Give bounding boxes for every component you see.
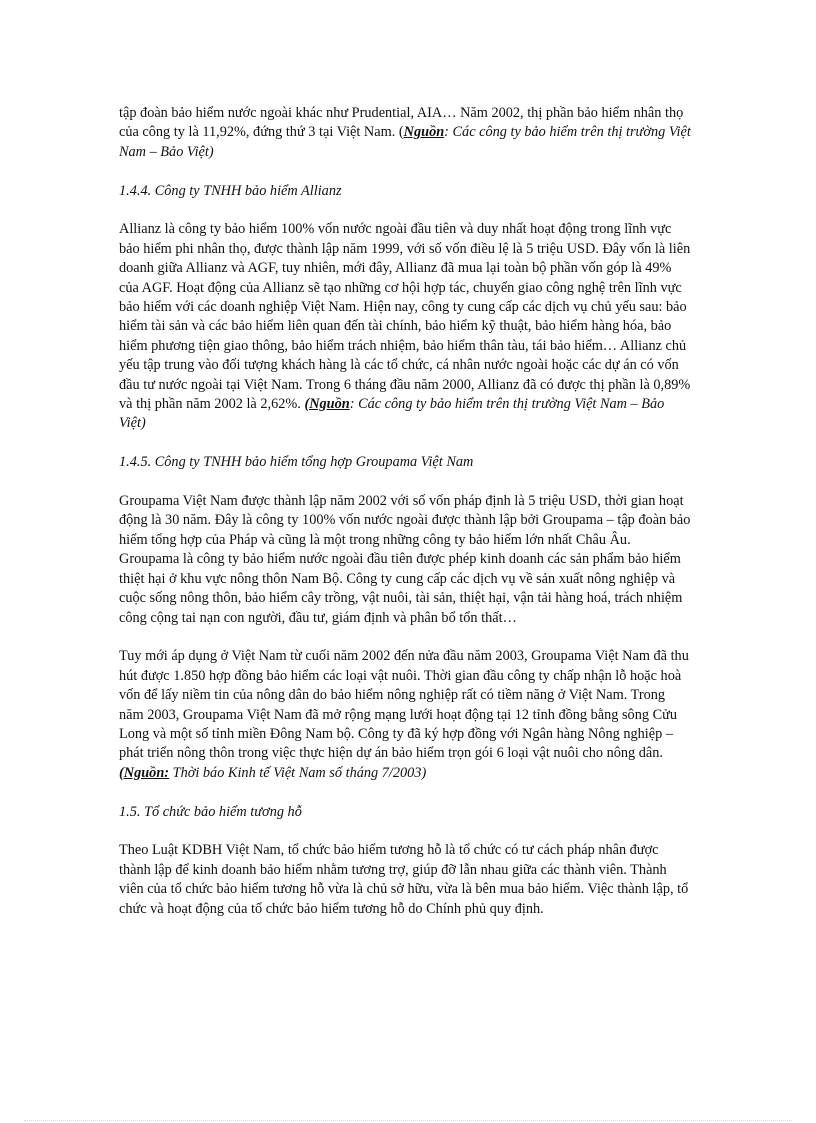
source-text: Thời báo Kinh tế Việt Nam số tháng 7/2003) <box>169 764 427 781</box>
page-bottom-divider <box>24 1120 792 1121</box>
allianz-text: Allianz là công ty bảo hiểm 100% vốn nước ngoài đầu tiên và duy nhất hoạt động trong lĩnh vực bảo hiểm phi nhân thọ, được thành lập năm 1999, với số vốn điều lệ là 5 triệu USD. Đây vốn là liên doanh giữa Allianz và AGF, tuy nhiên, mới đây, Allianz đã mua lại toàn bộ phần vốn góp là 49% của AGF. Hoạt động của Allianz sẽ tạo những cơ hội hợp tác, chuyển giao công nghệ trên lĩnh vực bảo hiểm với các doanh nghiệp Việt Nam. Hiện nay, công ty cung cấp các dịch vụ chủ yếu sau: bảo hiểm tài sản và các bảo hiểm liên quan đến tài chính, bảo hiểm kỹ thuật, bảo hiểm hàng hóa, bảo hiểm phương tiện giao thông, bảo hiểm trách nhiệm, bảo hiểm thân tàu, tái bảo hiểm… Allianz chủ yếu tập trung vào đối tượng khách hàng là các tổ chức, cá nhân nước ngoài hoặc các dự án có vốn đầu tư nước ngoài tại Việt Nam. Trong 6 tháng đầu năm 2000, Allianz đã có được thị phần là 0,89% và thị phần năm 2002 là 2,62%. <box>119 221 691 413</box>
groupama-paragraph-2 <box>119 647 691 783</box>
heading-allianz: 1.4.4. Công ty TNHH bảo hiểm Allianz <box>119 182 342 199</box>
heading-groupama: 1.4.5. Công ty TNHH bảo hiểm tổng hợp Groupama Việt Nam <box>119 454 474 471</box>
groupama-text: Tuy mới áp dụng ở Việt Nam từ cuối năm 2002 đến nửa đầu năm 2003, Groupama Việt Nam đã thu hút được 1.850 hợp đồng bảo hiểm các loại vật nuôi. Thời gian đầu công ty chấp nhận lỗ hoặc hoà vốn để lấy niềm tin của nông dân do bảo hiểm nông nghiệp rất có tiềm năng ở Việt Nam. Trong năm 2003, Groupama Việt Nam đã mở rộng mạng lưới hoạt động tại 12 tỉnh đồng bằng sông Cửu Long và một số tỉnh miền Đông Nam bộ. Công ty đã ký hợp đồng với Ngân hàng Nông nghiệp – phát triển nông thôn trong việc thực hiện dự án bảo hiểm trọn gói 6 loại vật nuôi cho nông dân. <box>119 648 689 762</box>
source-text: : Các công ty bảo hiểm trên thị trường Việt Nam – Bảo Việt) <box>119 124 691 160</box>
heading-mutual-insurance: 1.5. Tổ chức bảo hiểm tương hỗ <box>119 803 302 820</box>
allianz-paragraph <box>119 220 691 433</box>
source-label: Nguồn <box>403 124 445 141</box>
source-label: (Nguồn: <box>119 764 170 781</box>
intro-paragraph <box>119 104 691 162</box>
document-page <box>119 104 691 938</box>
intro-text: tập đoàn bảo hiểm nước ngoài khác như Prudential, AIA… Năm 2002, thị phần bảo hiểm nhân thọ của công ty là 11,92%, đứng thứ 3 tại Việt Nam. ( <box>119 105 684 141</box>
source-text: : Các công ty bảo hiểm trên thị trường Việt Nam – Bảo Việt) <box>119 396 665 432</box>
source-label: (Nguồn <box>304 396 350 413</box>
mutual-insurance-paragraph: Theo Luật KDBH Việt Nam, tổ chức bảo hiểm tương hỗ là tổ chức có tư cách pháp nhân được thành lập để kinh doanh bảo hiểm nhằm tương trợ, giúp đỡ lẫn nhau giữa các thành viên. Thành viên của tổ chức bảo hiểm tương hỗ vừa là chủ sở hữu, vừa là bên mua bảo hiểm. Việc thành lập, tổ chức và hoạt động của tổ chức bảo hiểm tương hỗ do Chính phủ quy định. <box>119 842 689 917</box>
groupama-paragraph-1: Groupama Việt Nam được thành lập năm 2002 với số vốn pháp định là 5 triệu USD, thời gian hoạt động là 30 năm. Đây là công ty 100% vốn nước ngoài được thành lập bởi Groupama – tập đoàn bảo hiểm tổng hợp của Pháp và cũng là một trong những công ty bảo hiểm lớn nhất Châu Âu. Groupama là công ty bảo hiểm nước ngoài đầu tiên được phép kinh doanh các sản phẩm bảo hiểm thiệt hại ở khu vực nông thôn Nam Bộ. Công ty cung cấp các dịch vụ về sản xuất nông nghiệp và cuộc sống nông thôn, bảo hiểm cây trồng, vật nuôi, tài sản, thiệt hại, vận tải hàng hoá, trách nhiệm công cộng tai nạn con người, đầu tư, giám định và phân bổ tổn thất… <box>119 493 691 626</box>
